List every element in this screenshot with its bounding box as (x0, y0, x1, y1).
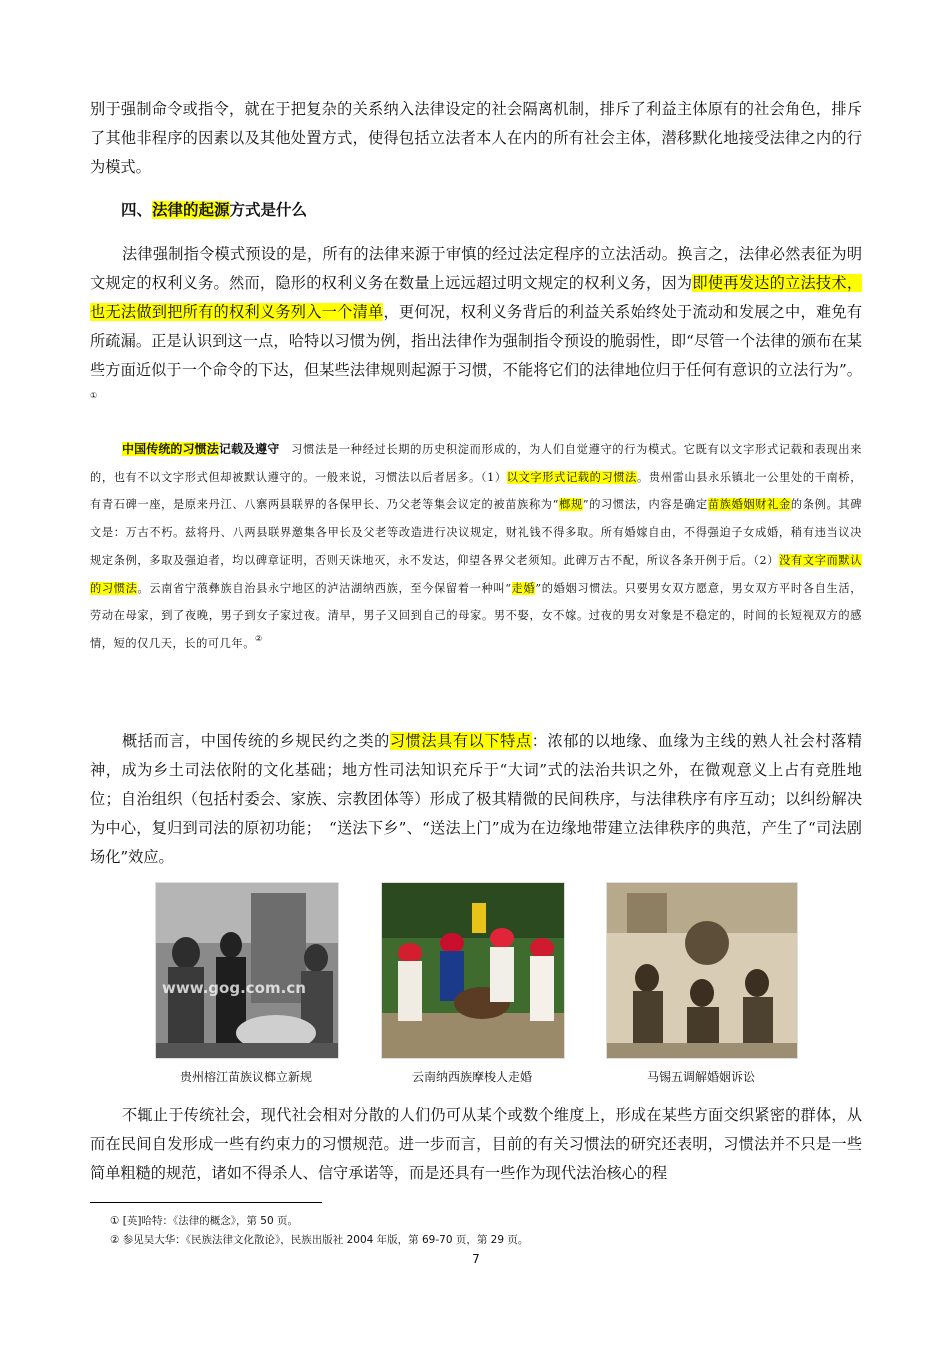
note-highlight-2: 榔规 (559, 498, 583, 512)
paragraph-3-highlight: 习惯法具有以下特点 (389, 732, 532, 750)
side-note (90, 436, 862, 658)
heading-highlight: 法律的起源 (152, 201, 230, 219)
caption-2: 云南纳西族摩梭人走婚 (411, 1070, 532, 1084)
paragraph-3 (90, 727, 862, 872)
note-highlight-4: 没有文字而默认的习惯法 (90, 553, 863, 595)
footnote-1-text: [英]哈特：《法律的概念》，第 50 页。 (122, 1215, 298, 1227)
heading-suffix: 方式是什么 (229, 201, 308, 219)
note-text-1: 习惯法是一种经过长期的历史积淀而形成的，为人们自觉遵守的行为模式。它既有以文字形式记载和表现出来的，也有不以文字形式但却被默认遵守的。一般来说，习惯法以后者居多。（1） (90, 443, 862, 484)
note-highlight-1: 以文字形式记载的习惯法 (506, 470, 638, 484)
photo-mediation-woodcut (606, 882, 798, 1059)
note-title-highlight: 中国传统的习惯法 (122, 442, 219, 456)
paragraph-2-text-a: 法律强制指令模式预设的是，所有的法律来源于审慎的经过法定程序的立法活动。换言之，法律必然表征为明文规定的权利义务。然而，隐形的权利义务在数量上远远超过明文规定的权利义务，因为 (90, 245, 862, 292)
paragraph-4 (90, 1101, 862, 1188)
footnote-2 (110, 1233, 528, 1247)
photo-mosuo-procession (381, 882, 565, 1059)
caption-1: 贵州榕江苗族议榔立新规 (179, 1070, 312, 1084)
paragraph-4-text: 不辄止于传统社会，现代社会相对分散的人们仍可从某个或数个维度上，形成在某些方面交织紧密的群体，从而在民间自发形成一些有约束力的习惯规范。进一步而言，目前的有关习惯法的研究还表明，习惯法并不只是一些简单粗糙的规范，诸如不得杀人、信守承诺等，而是还具有一些作为现代法治核心的程 (90, 1106, 862, 1182)
footnote-1 (110, 1214, 298, 1228)
section-heading (121, 198, 307, 220)
footnote-ref-2[interactable]: ② (255, 633, 263, 643)
footnote-1-mark: ① (110, 1215, 120, 1227)
paragraph-3-text-b: ：浓郁的以地缘、血缘为主线的熟人社会村落精神，成为乡土司法依附的文化基础；地方性司法知识充斥于“大词”式的法治共识之外，在微观意义上占有竞胜地位；自治组织（包括村委会、家族、宗教团体等）形成了极其精微的民间秩序，与法律秩序有序互动；以纠纷解决为中心，复归到司法的原初功能； “送法下乡”、“送法上门”成为在边缘地带建立法律秩序的典范，产生了“司法剧场化”效应。 (90, 732, 863, 866)
note-title-rest: 记载及遵守 (218, 442, 280, 456)
note-text-2: 。贵州雷山县永乐镇北一公里处的干南桥，有青石碑一座，是原来丹江、八寨两县联界的各保甲长、乃父老等集会议定的被苗族称为“ (90, 470, 862, 512)
note-highlight-5: 走婚 (511, 581, 536, 595)
paragraph-1-text: 别于强制命令或指令，就在于把复杂的关系纳入法律设定的社会隔离机制，排斥了利益主体原有的社会角色，排斥了其他非程序的因素以及其他处置方式，使得包括立法者本人在内的所有社会主体，潜移默化地接受法律之内的行为模式。 (90, 100, 862, 176)
photo-miao-gathering (155, 882, 339, 1059)
note-text-4: 的条例。其碑文是：万古不朽。兹将丹、八两县联界邀集各甲长及父老等改造进行决议规定，财礼钱不得多取。所有婚嫁自由，不得强迫子女成婚，稍有违当议决规定条例，多取及强迫者，均以碑章证明，否则天诛地灭，永不发达，仰望各界父老须知。此碑万古不配，所议各条开例于后。（2） (90, 498, 862, 567)
note-text-5: 。云南省宁蒗彝族自治县永宁地区的泸沽湖纳西族，至今保留着一种叫“ (137, 581, 512, 595)
paragraph-2 (90, 240, 862, 414)
footnote-separator (90, 1202, 322, 1203)
page-number: 7 (472, 1252, 480, 1266)
paragraph-2-highlight: 即使再发达的立法技术，也无法做到把所有的权利义务列入一个清单 (90, 274, 863, 321)
footnote-2-text: 参见吴大华：《民族法律文化散论》，民族出版社 2004 年版，第 69-70 页，第 29 页。 (122, 1234, 529, 1246)
heading-prefix: 四、 (121, 201, 153, 219)
note-text-6: ”的婚姻习惯法。只要男女双方愿意，男女双方平时各自生活，劳动在母家，到了夜晚，男子到女子家过夜。清早，男子又回到自己的母家。男不娶，女不嫁。过夜的男女对象是不稳定的，时间的长短视双方的感情，短的仅几天，长的可几年。 (90, 581, 863, 650)
paragraph-2-text-b: ，更何况，权利义务背后的利益关系始终处于流动和发展之中，难免有所疏漏。正是认识到这一点，哈特以习惯为例，指出法律作为强制指令预设的脆弱性，即“尽管一个法律的颁布在某些方面近似于一个命令的下达，但某些法律规则起源于习惯，不能将它们的法律地位归于任何有意识的立法行为”。 (90, 303, 863, 379)
note-text-3: ”的习惯法，内容是确定 (582, 498, 708, 512)
paragraph-1 (90, 95, 862, 182)
photo-watermark: www.gog.com.cn (162, 979, 306, 997)
footnote-ref-1[interactable]: ① (90, 391, 98, 400)
note-highlight-3: 苗族婚姻财礼金 (707, 498, 791, 512)
footnote-2-mark: ② (110, 1234, 120, 1246)
paragraph-3-text-a: 概括而言，中国传统的乡规民约之类的 (122, 732, 390, 750)
caption-3: 马锡五调解婚姻诉讼 (646, 1070, 755, 1084)
